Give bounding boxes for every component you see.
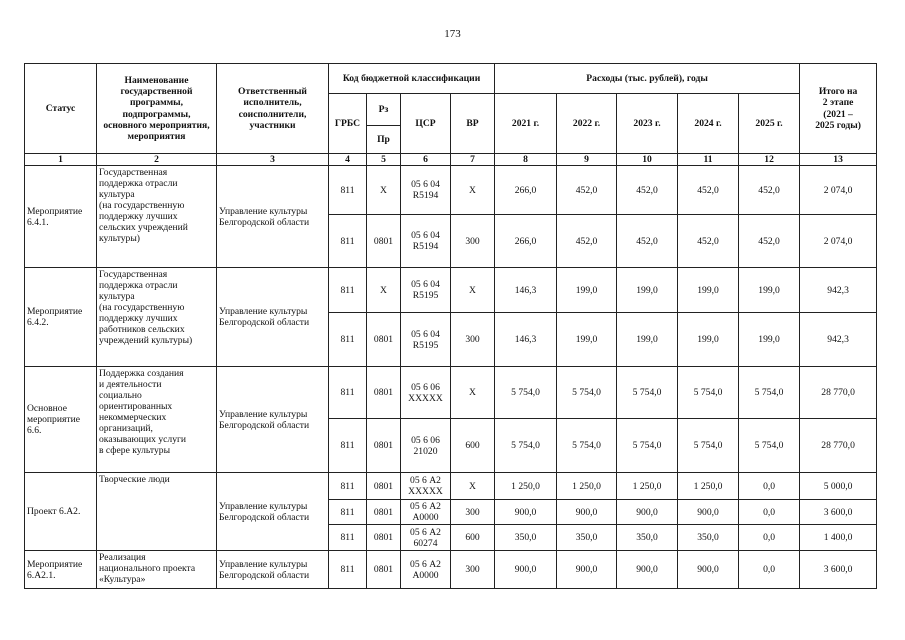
y2025-cell: 0,0 — [739, 525, 800, 551]
column-number-row — [25, 154, 877, 166]
grbs-cell: 811 — [329, 500, 367, 525]
vr-cell: 600 — [451, 419, 495, 473]
grbs-cell: 811 — [329, 473, 367, 500]
header-year-2023: 2023 г. — [617, 94, 678, 154]
total-cell: 28 770,0 — [800, 419, 877, 473]
y2023-cell: 452,0 — [617, 166, 678, 215]
y2021-cell: 146,3 — [495, 313, 557, 367]
y2022-cell: 5 754,0 — [557, 367, 617, 419]
grbs-cell: 811 — [329, 215, 367, 268]
vr-cell: X — [451, 473, 495, 500]
y2021-cell: 5 754,0 — [495, 419, 557, 473]
responsible-cell: Управление культуры Белгородской области — [217, 166, 329, 268]
page-number: 173 — [444, 28, 461, 40]
vr-cell: X — [451, 268, 495, 313]
y2023-cell: 5 754,0 — [617, 367, 678, 419]
status-cell: Мероприятие 6.4.2. — [25, 268, 97, 367]
y2024-cell: 1 250,0 — [678, 473, 739, 500]
header-grbs: ГРБС — [329, 94, 367, 154]
total-cell: 3 600,0 — [800, 500, 877, 525]
csr-cell: 05 6 04 R5194 — [401, 166, 451, 215]
y2023-cell: 452,0 — [617, 215, 678, 268]
responsible-cell: Управление культуры Белгородской области — [217, 551, 329, 589]
column-number: 1 — [25, 154, 97, 166]
y2023-cell: 199,0 — [617, 268, 678, 313]
csr-cell: 05 6 04 R5195 — [401, 268, 451, 313]
grbs-cell: 811 — [329, 525, 367, 551]
header-year-2024: 2024 г. — [678, 94, 739, 154]
y2024-cell: 452,0 — [678, 166, 739, 215]
y2022-cell: 350,0 — [557, 525, 617, 551]
y2025-cell: 5 754,0 — [739, 367, 800, 419]
y2023-cell: 5 754,0 — [617, 419, 678, 473]
rzpr-cell: 0801 — [367, 367, 401, 419]
column-number: 10 — [617, 154, 678, 166]
grbs-cell: 811 — [329, 367, 367, 419]
grbs-cell: 811 — [329, 313, 367, 367]
total-cell: 942,3 — [800, 268, 877, 313]
column-number: 3 — [217, 154, 329, 166]
y2024-cell: 199,0 — [678, 268, 739, 313]
csr-cell: 05 6 А2 А0000 — [401, 500, 451, 525]
total-cell: 5 000,0 — [800, 473, 877, 500]
column-number: 12 — [739, 154, 800, 166]
responsible-cell: Управление культуры Белгородской области — [217, 268, 329, 367]
y2022-cell: 199,0 — [557, 313, 617, 367]
column-number: 5 — [367, 154, 401, 166]
name-cell: Государственная поддержка отрасли культура (на государственную поддержку лучших сельских учреждений культуры) — [97, 166, 217, 268]
y2021-cell: 900,0 — [495, 551, 557, 589]
y2025-cell: 199,0 — [739, 268, 800, 313]
rzpr-cell: 0801 — [367, 419, 401, 473]
total-cell: 28 770,0 — [800, 367, 877, 419]
y2025-cell: 452,0 — [739, 166, 800, 215]
responsible-cell: Управление культуры Белгородской области — [217, 473, 329, 551]
vr-cell: 300 — [451, 215, 495, 268]
header-budget-code: Код бюджетной классификации — [329, 64, 495, 94]
name-cell: Поддержка создания и деятельности социально ориентированных некоммерческих организаций, оказывающих услуги в сфере культуры — [97, 367, 217, 473]
rzpr-cell: X — [367, 268, 401, 313]
table-row — [25, 473, 877, 500]
rzpr-cell: X — [367, 166, 401, 215]
rzpr-cell: 0801 — [367, 313, 401, 367]
vr-cell: 300 — [451, 500, 495, 525]
status-cell: Мероприятие 6.А2.1. — [25, 551, 97, 589]
y2023-cell: 1 250,0 — [617, 473, 678, 500]
column-number: 4 — [329, 154, 367, 166]
y2025-cell: 0,0 — [739, 500, 800, 525]
header-total: Итого на 2 этапе (2021 – 2025 годы) — [800, 64, 877, 154]
y2022-cell: 452,0 — [557, 215, 617, 268]
rzpr-cell: 0801 — [367, 500, 401, 525]
vr-cell: 300 — [451, 551, 495, 589]
total-cell: 2 074,0 — [800, 166, 877, 215]
table-row — [25, 268, 877, 313]
name-cell: Творческие люди — [97, 473, 217, 551]
y2022-cell: 900,0 — [557, 551, 617, 589]
y2021-cell: 1 250,0 — [495, 473, 557, 500]
y2021-cell: 350,0 — [495, 525, 557, 551]
csr-cell: 05 6 А2 А0000 — [401, 551, 451, 589]
grbs-cell: 811 — [329, 551, 367, 589]
total-cell: 3 600,0 — [800, 551, 877, 589]
budget-table — [24, 63, 877, 589]
total-cell: 2 074,0 — [800, 215, 877, 268]
status-cell: Основное мероприятие 6.6. — [25, 367, 97, 473]
y2024-cell: 5 754,0 — [678, 367, 739, 419]
header-status: Статус — [25, 64, 97, 154]
column-number: 8 — [495, 154, 557, 166]
y2024-cell: 900,0 — [678, 500, 739, 525]
column-number: 6 — [401, 154, 451, 166]
column-number: 7 — [451, 154, 495, 166]
grbs-cell: 811 — [329, 268, 367, 313]
table-row — [25, 166, 877, 215]
column-number: 9 — [557, 154, 617, 166]
total-cell: 942,3 — [800, 313, 877, 367]
vr-cell: X — [451, 367, 495, 419]
y2025-cell: 5 754,0 — [739, 419, 800, 473]
y2025-cell: 452,0 — [739, 215, 800, 268]
rzpr-cell: 0801 — [367, 525, 401, 551]
header-year-2022: 2022 г. — [557, 94, 617, 154]
vr-cell: 300 — [451, 313, 495, 367]
grbs-cell: 811 — [329, 419, 367, 473]
y2022-cell: 900,0 — [557, 500, 617, 525]
table-row — [25, 367, 877, 419]
y2024-cell: 199,0 — [678, 313, 739, 367]
responsible-cell: Управление культуры Белгородской области — [217, 367, 329, 473]
y2021-cell: 146,3 — [495, 268, 557, 313]
column-number: 11 — [678, 154, 739, 166]
csr-cell: 05 6 А2 XXXXX — [401, 473, 451, 500]
name-cell: Реализация национального проекта «Культура» — [97, 551, 217, 589]
y2024-cell: 5 754,0 — [678, 419, 739, 473]
y2023-cell: 199,0 — [617, 313, 678, 367]
y2024-cell: 452,0 — [678, 215, 739, 268]
y2025-cell: 0,0 — [739, 473, 800, 500]
column-number: 13 — [800, 154, 877, 166]
y2025-cell: 199,0 — [739, 313, 800, 367]
y2024-cell: 350,0 — [678, 525, 739, 551]
rzpr-cell: 0801 — [367, 215, 401, 268]
total-cell: 1 400,0 — [800, 525, 877, 551]
csr-cell: 05 6 06 21020 — [401, 419, 451, 473]
header-csr: ЦСР — [401, 94, 451, 154]
header-responsible: Ответственный исполнитель, соисполнители, участники — [217, 64, 329, 154]
header-pr: Пр — [367, 126, 401, 154]
csr-cell: 05 6 А2 60274 — [401, 525, 451, 551]
header-name: Наименование государственной программы, подпрограммы, основного мероприятия, мероприятия — [97, 64, 217, 154]
header-rz: Рз — [367, 94, 401, 126]
header-vr: ВР — [451, 94, 495, 154]
header-year-2021: 2021 г. — [495, 94, 557, 154]
y2021-cell: 266,0 — [495, 215, 557, 268]
rzpr-cell: 0801 — [367, 551, 401, 589]
y2025-cell: 0,0 — [739, 551, 800, 589]
y2021-cell: 5 754,0 — [495, 367, 557, 419]
header-expenses: Расходы (тыс. рублей), годы — [495, 64, 800, 94]
vr-cell: X — [451, 166, 495, 215]
y2022-cell: 1 250,0 — [557, 473, 617, 500]
y2021-cell: 266,0 — [495, 166, 557, 215]
y2023-cell: 900,0 — [617, 500, 678, 525]
grbs-cell: 811 — [329, 166, 367, 215]
csr-cell: 05 6 04 R5194 — [401, 215, 451, 268]
y2023-cell: 350,0 — [617, 525, 678, 551]
y2024-cell: 900,0 — [678, 551, 739, 589]
y2021-cell: 900,0 — [495, 500, 557, 525]
y2022-cell: 5 754,0 — [557, 419, 617, 473]
rzpr-cell: 0801 — [367, 473, 401, 500]
csr-cell: 05 6 04 R5195 — [401, 313, 451, 367]
y2023-cell: 900,0 — [617, 551, 678, 589]
table-row — [25, 551, 877, 589]
header-year-2025: 2025 г. — [739, 94, 800, 154]
y2022-cell: 452,0 — [557, 166, 617, 215]
column-number: 2 — [97, 154, 217, 166]
y2022-cell: 199,0 — [557, 268, 617, 313]
vr-cell: 600 — [451, 525, 495, 551]
csr-cell: 05 6 06 XXXXX — [401, 367, 451, 419]
status-cell: Проект 6.А2. — [25, 473, 97, 551]
name-cell: Государственная поддержка отрасли культура (на государственную поддержку лучших работников сельских учреждений культуры) — [97, 268, 217, 367]
status-cell: Мероприятие 6.4.1. — [25, 166, 97, 268]
